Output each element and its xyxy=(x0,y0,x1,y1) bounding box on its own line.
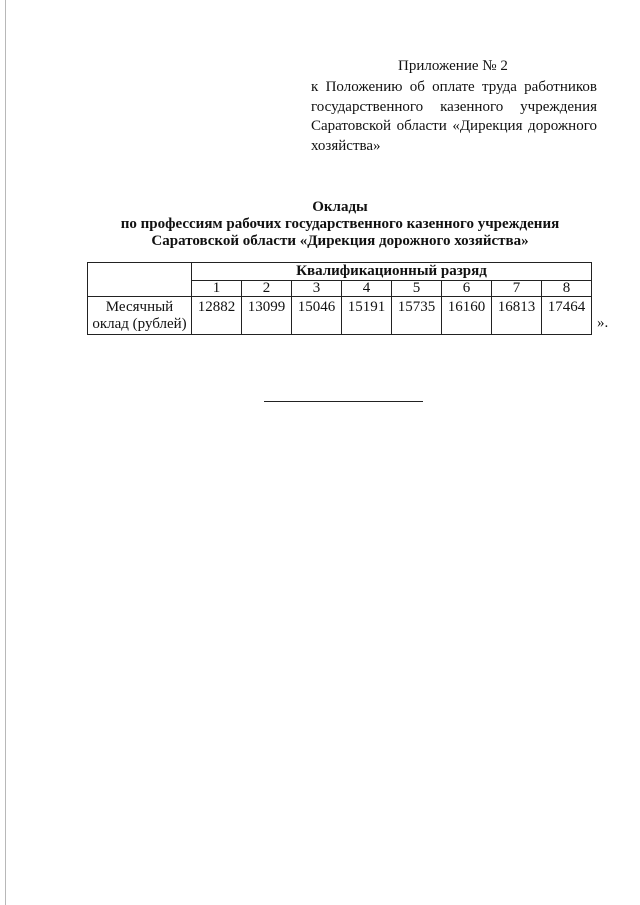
document-heading-line-3: Саратовской области «Дирекция дорожного хозяйства» xyxy=(151,233,529,249)
grade-number: 6 xyxy=(442,281,492,297)
document-heading-line-2: по профессиям рабочих государственного казенного учреждения xyxy=(120,216,560,232)
grade-number: 1 xyxy=(192,281,242,297)
appendix-title: Приложение № 2 xyxy=(398,58,508,74)
salary-table xyxy=(87,262,592,335)
salary-value: 16813 xyxy=(492,297,542,335)
salary-value: 12882 xyxy=(192,297,242,335)
appendix-reference-text: к Положению об оплате труда работников государственного казенного учреждения Саратовской области «Дирекция дорожного хозяйства» xyxy=(311,79,597,154)
salary-value: 15735 xyxy=(392,297,442,335)
grade-number: 5 xyxy=(392,281,442,297)
salary-value: 15046 xyxy=(292,297,342,335)
document-end-rule xyxy=(264,401,423,402)
monthly-salary-row xyxy=(88,297,592,335)
grade-number: 3 xyxy=(292,281,342,297)
monthly-salary-label: Месячный оклад (рублей) xyxy=(88,297,192,335)
grade-number: 8 xyxy=(542,281,592,297)
grade-number: 4 xyxy=(342,281,392,297)
document-heading-title: Оклады xyxy=(312,199,368,215)
salary-value: 15191 xyxy=(342,297,392,335)
grade-number: 7 xyxy=(492,281,542,297)
salary-value: 13099 xyxy=(242,297,292,335)
salary-value: 16160 xyxy=(442,297,492,335)
salary-value: 17464 xyxy=(542,297,592,335)
page-left-edge-line xyxy=(5,0,6,905)
table-header-row xyxy=(88,263,592,281)
grade-number: 2 xyxy=(242,281,292,297)
qualification-grade-header: Квалификационный разряд xyxy=(192,263,592,281)
table-corner-cell xyxy=(88,263,192,297)
closing-quote-mark: ». xyxy=(597,315,609,331)
